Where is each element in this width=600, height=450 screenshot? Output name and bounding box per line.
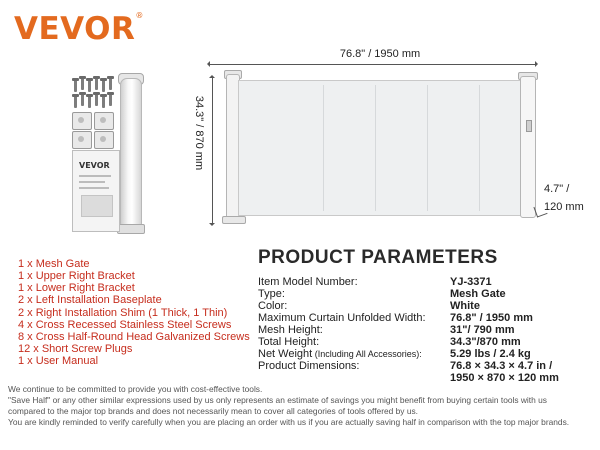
user-manual-illustration [72,150,120,232]
gate-handle [526,120,532,132]
param-value: 76.8 × 34.3 × 4.7 in / [450,360,553,372]
param-label: Total Height: [258,336,320,348]
list-item: 12 x Short Screw Plugs [18,343,133,356]
manual-brand: VEVOR [79,161,110,170]
list-item: 1 x User Manual [18,355,99,368]
param-value: 5.29 lbs / 2.4 kg [450,348,531,360]
disclaimer-line: We continue to be committed to provide you with cost-effective tools. [8,384,263,394]
param-value: White [450,300,480,312]
param-value: YJ-3371 [450,276,492,288]
disclaimer-line: compared to the major top brands and does not necessarily mean to cover all categories of tools offered by us. [8,406,418,416]
parameters-title: PRODUCT PARAMETERS [258,247,498,268]
param-label: Mesh Height: [258,324,323,336]
list-item: 2 x Right Installation Shim (1 Thick, 1 Thin) [18,306,228,319]
height-dimension-label: 34.3" / 870 mm [193,95,205,171]
list-item: 1 x Lower Right Bracket [18,282,135,295]
depth-line-1: 4.7" / [544,183,570,195]
height-arrow [212,78,213,223]
param-label-note: (Including All Accessories): [312,349,422,359]
list-item: 4 x Cross Recessed Stainless Steel Screws [18,318,232,331]
list-item: 1 x Mesh Gate [18,258,90,270]
list-item: 1 x Upper Right Bracket [18,270,135,283]
tube-foot [117,224,145,234]
param-label: Net Weight (Including All Accessories): [258,348,422,360]
width-arrow [210,64,535,65]
gate-roll-tube [120,78,142,230]
depth-line-2: 120 mm [544,201,584,213]
vevor-logo [14,11,144,47]
list-item: 2 x Left Installation Baseplate [18,294,162,307]
disclaimer [8,384,598,428]
parameter-labels [258,276,426,384]
width-dimension-label: 76.8" / 1950 mm [339,48,421,60]
brand-name: VEVOR [14,11,136,47]
package-list [18,258,250,367]
param-value: 1950 × 870 × 120 mm [450,372,559,384]
disclaimer-line: "Save Half" or any other similar expressions used by us only represents an estimate of savings you might benefit from buying certain tools with us [8,395,547,405]
param-value: 34.3"/870 mm [450,336,521,348]
list-item: 8 x Cross Half-Round Head Galvanized Screws [18,330,250,343]
param-label [258,372,426,384]
param-value: Mesh Gate [450,288,506,300]
mesh-panel [238,80,524,216]
param-label: Item Model Number: [258,276,358,288]
disclaimer-line: You are kindly reminded to verify carefully when you are placing an order with us if you are actually saving half in comparison with the top major brands. [8,417,570,427]
right-post-housing [520,76,536,218]
param-label: Type: [258,288,285,300]
param-label: Color: [258,300,288,312]
param-label: Maximum Curtain Unfolded Width: [258,312,426,324]
param-value: 31"/ 790 mm [450,324,515,336]
left-post-foot [222,216,246,224]
brackets-illustration [72,112,116,148]
depth-dimension-label [544,180,584,216]
parameter-values [450,276,559,384]
param-label: Product Dimensions: [258,360,360,372]
registered-mark: ® [135,11,144,20]
param-value: 76.8" / 1950 mm [450,312,533,324]
